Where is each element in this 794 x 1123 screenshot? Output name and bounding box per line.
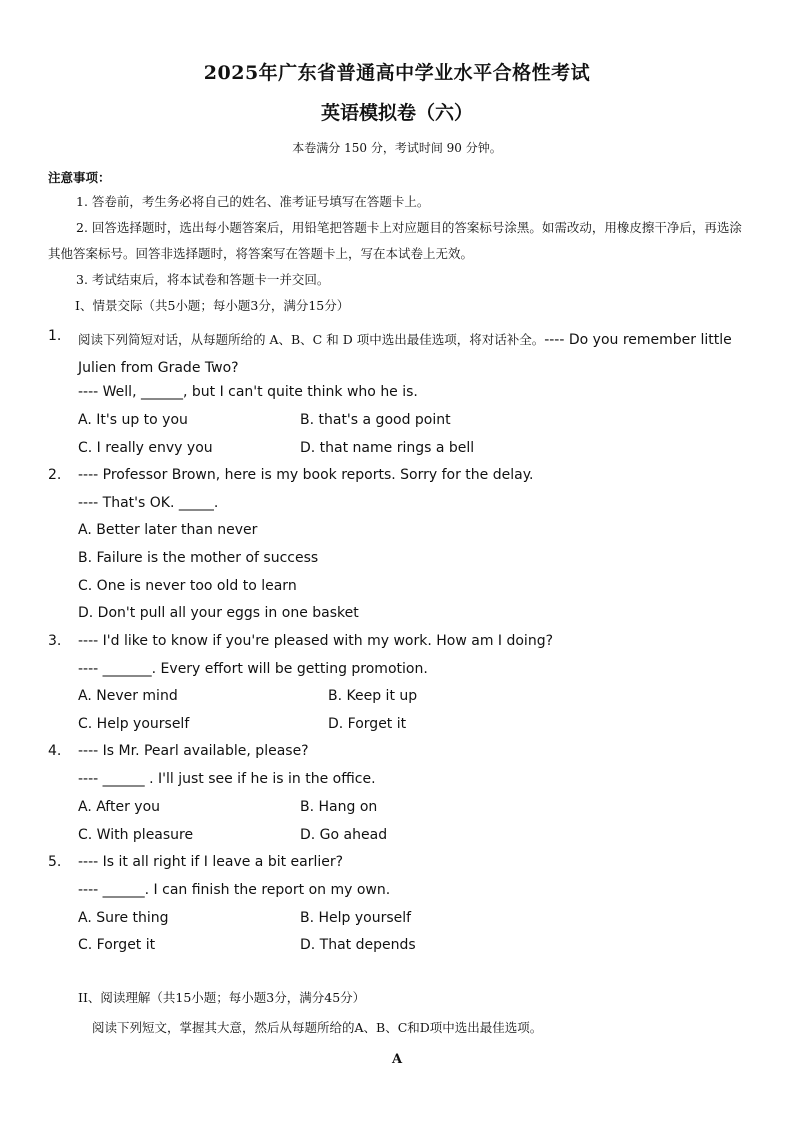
exam-subtitle: 英语模拟卷（六）: [320, 102, 473, 124]
passage-label: A: [391, 1052, 403, 1067]
option-b: B. Help yourself: [300, 910, 412, 926]
notice-item-2: 2. 回答选择题时，选出每小题答案后，用铅笔把答题卡上对应题目的答案标号涂黑。如需改动，用橡皮擦干净后，再选涂其他答案标号。回答非选择题时，将答案写在答题卡上，写在本试卷上无效。: [48, 220, 742, 261]
question-line: ---- _______. Every effort will be getting promotion.: [78, 661, 428, 677]
option-b: B. Hang on: [300, 799, 378, 815]
question-line: ---- ______. I can finish the report on my own.: [78, 882, 391, 898]
exam-info: 本卷满分 150 分，考试时间 90 分钟。: [292, 141, 502, 155]
question-line: ---- Do you remember little Julien from Grade Two?: [78, 332, 732, 376]
option-b: B. Keep it up: [328, 688, 418, 704]
question-number: 2.: [48, 467, 62, 483]
exam-title: 2025年广东省普通高中学业水平合格性考试: [203, 62, 591, 84]
option-a: A. After you: [78, 799, 161, 815]
question-number: 3.: [48, 633, 62, 649]
option-c: C. One is never too old to learn: [78, 578, 297, 594]
section2-description: 阅读下列短文，掌握其大意，然后从每题所给的A、B、C和D项中选出最佳选项。: [92, 1020, 543, 1035]
question-line: ---- ______ . I'll just see if he is in the office.: [78, 771, 376, 787]
section2-heading: II、阅读理解（共15小题；每小题3分，满分45分）: [78, 990, 366, 1005]
option-a: A. Never mind: [78, 688, 178, 704]
option-b: B. Failure is the mother of success: [78, 550, 319, 566]
notice-item-3: 3. 考试结束后，将本试卷和答题卡一并交回。: [76, 272, 330, 287]
option-a: A. Sure thing: [78, 910, 169, 926]
question-number: 1.: [48, 328, 62, 344]
question-line: ---- Well, ______, but I can't quite think who he is.: [78, 384, 418, 400]
option-d: D. Don't pull all your eggs in one basket: [78, 605, 359, 621]
option-d: D. That depends: [300, 937, 416, 953]
section1-heading: I、情景交际（共5小题；每小题3分，满分15分）: [75, 298, 350, 313]
notice-item-1: 1. 答卷前，考生务必将自己的姓名、准考证号填写在答题卡上。: [76, 194, 430, 209]
question-line: ---- Is it all right if I leave a bit earlier?: [78, 854, 344, 870]
question-line: ---- That's OK. _____.: [78, 495, 219, 511]
option-a: A. It's up to you: [78, 412, 188, 428]
option-c: C. Help yourself: [78, 716, 190, 732]
option-a: A. Better later than never: [78, 522, 258, 538]
option-c: C. Forget it: [78, 937, 156, 953]
question-line: ---- I'd like to know if you're pleased with my work. How am I doing?: [78, 633, 554, 649]
question-line: ---- Is Mr. Pearl available, please?: [78, 743, 309, 759]
question-number: 4.: [48, 743, 62, 759]
question-number: 5.: [48, 854, 62, 870]
option-c: C. I really envy you: [78, 440, 213, 456]
option-d: D. Forget it: [328, 716, 407, 732]
option-d: D. Go ahead: [300, 827, 388, 843]
option-b: B. that's a good point: [300, 412, 451, 428]
option-c: C. With pleasure: [78, 827, 194, 843]
question-instruction: 阅读下列简短对话，从每题所给的 A、B、C 和 D 项中选出最佳选项，将对话补全。: [78, 332, 545, 347]
option-d: D. that name rings a bell: [300, 440, 475, 456]
question-line: ---- Professor Brown, here is my book reports. Sorry for the delay.: [78, 467, 534, 483]
notice-heading: 注意事项：: [48, 170, 111, 185]
question-1-stem: [78, 326, 758, 382]
